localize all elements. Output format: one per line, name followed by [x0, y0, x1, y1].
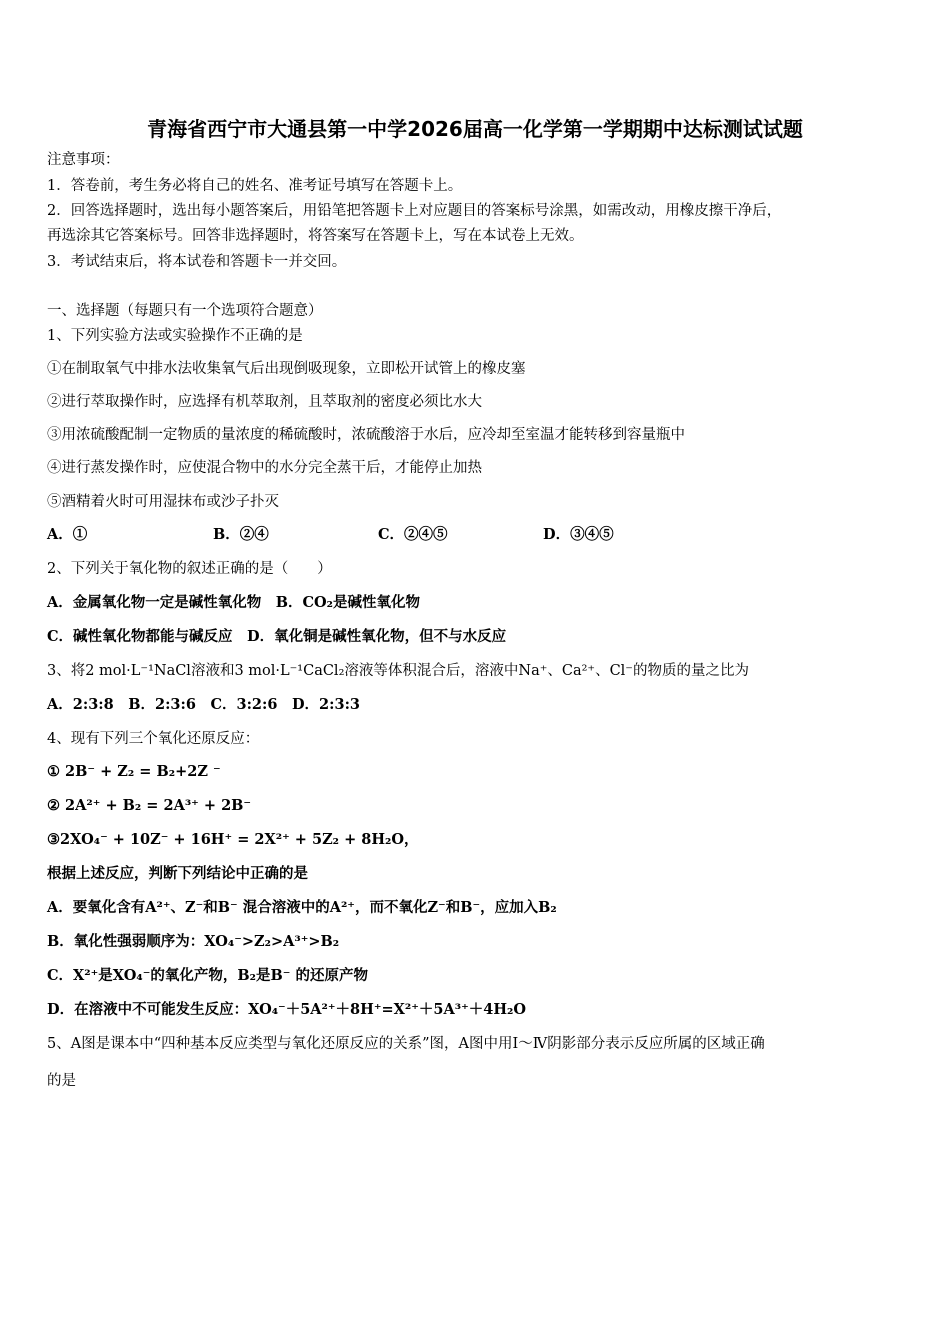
option-b: B．氧化性强弱顺序为：XO₄⁻>Z₂>A³⁺>B₂: [47, 933, 340, 950]
option-a: A．要氧化含有A²⁺、Z⁻和B⁻ 混合溶液中的A²⁺，而不氧化Z⁻和B⁻，应加入B₂: [47, 899, 557, 916]
statement: ①在制取氧气中排水法收集氧气后出现倒吸现象，立即松开试管上的橡皮塞: [47, 361, 526, 377]
reaction: ③2XO₄⁻ + 10Z⁻ + 16H⁺ = 2X²⁺ + 5Z₂ + 8H₂O，: [47, 831, 419, 848]
notice-item: 3．考试结束后，将本试卷和答题卡一并交回。: [47, 254, 347, 270]
page-title: 青海省西宁市大通县第一中学2026届高一化学第一学期期中达标测试试题: [147, 117, 803, 141]
option-d: D．③④⑤: [543, 526, 614, 543]
options-row: A．金属氧化物一定是碱性氧化物 B．CO₂是碱性氧化物: [47, 594, 421, 611]
reaction: ① 2B⁻ + Z₂ = B₂+2Z ⁻: [47, 763, 221, 780]
question-stem: 5、A图是课本中“四种基本反应类型与氧化还原反应的关系”图，A图中用Ⅰ～Ⅳ阴影部分表示反应所属的区域正确: [47, 1036, 765, 1052]
question-stem: 4、现有下列三个氧化还原反应：: [47, 731, 260, 747]
question-stem: 3、将2 mol·L⁻¹NaCl溶液和3 mol·L⁻¹CaCl₂溶液等体积混合后，溶液中Na⁺、Ca²⁺、Cl⁻的物质的量之比为: [47, 663, 749, 679]
notice-item: 1．答卷前，考生务必将自己的姓名、准考证号填写在答题卡上。: [47, 178, 463, 194]
options-row: C．碱性氧化物都能与碱反应 D．氧化铜是碱性氧化物，但不与水反应: [47, 628, 507, 645]
statement: ③用浓硫酸配制一定物质的量浓度的稀硫酸时，浓硫酸溶于水后，应冷却至室温才能转移到容量瓶中: [47, 427, 685, 443]
statement: ⑤酒精着火时可用湿抹布或沙子扑灭: [47, 494, 279, 510]
question-stem: 2、下列关于氧化物的叙述正确的是（ ）: [47, 561, 332, 577]
option-c: C．②④⑤: [378, 526, 448, 543]
question-stem-cont: 的是: [47, 1073, 76, 1089]
option-b: B．②④: [213, 526, 269, 543]
notice-heading: 注意事项：: [47, 152, 120, 168]
options-row: A．2:3:8 B．2:3:6 C．3:2:6 D．2:3:3: [47, 696, 361, 713]
section-heading: 一、选择题（每题只有一个选项符合题意）: [47, 303, 323, 319]
notice-item: 2．回答选择题时，选出每小题答案后，用铅笔把答题卡上对应题目的答案标号涂黑，如需改动，用橡皮擦干净后，: [47, 203, 782, 219]
option-a: A．①: [47, 526, 88, 543]
statement: ④进行蒸发操作时，应使混合物中的水分完全蒸干后，才能停止加热: [47, 460, 482, 476]
reaction: ② 2A²⁺ + B₂ = 2A³⁺ + 2B⁻: [47, 797, 252, 814]
question-stem: 1、下列实验方法或实验操作不正确的是: [47, 328, 303, 344]
option-d: D．在溶液中不可能发生反应：XO₄⁻＋5A²⁺＋8H⁺=X²⁺＋5A³⁺＋4H₂O: [47, 1001, 527, 1018]
option-c: C．X²⁺是XO₄⁻的氧化产物，B₂是B⁻ 的还原产物: [47, 967, 368, 984]
statement: ②进行萃取操作时，应选择有机萃取剂，且萃取剂的密度必须比水大: [47, 394, 482, 410]
notice-item: 再选涂其它答案标号。回答非选择题时，将答案写在答题卡上，写在本试卷上无效。: [47, 228, 584, 244]
question-prompt: 根据上述反应，判断下列结论中正确的是: [47, 865, 308, 882]
